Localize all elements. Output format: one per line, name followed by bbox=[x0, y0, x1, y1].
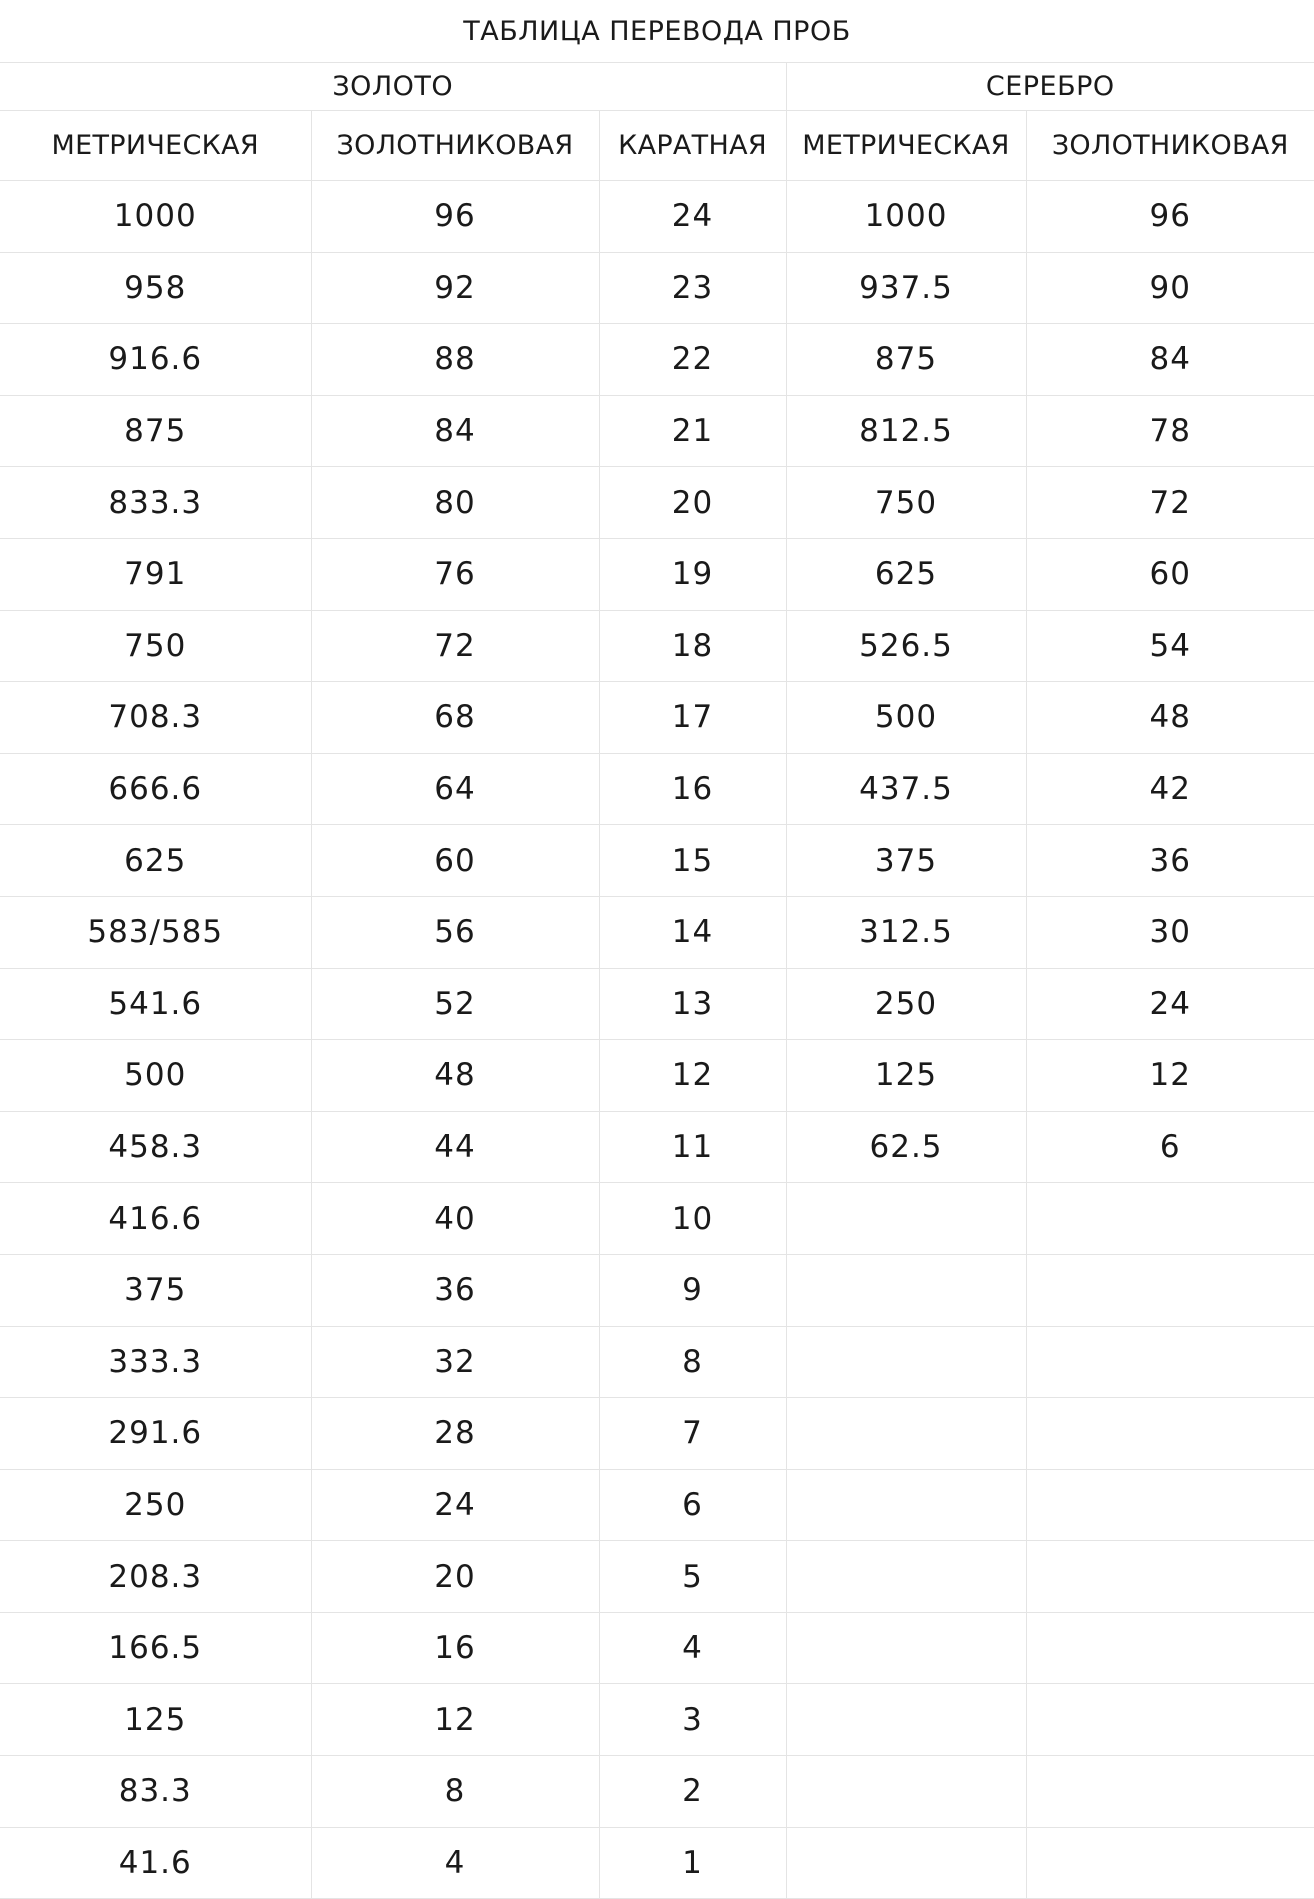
silver-metric-cell: 62.5 bbox=[786, 1111, 1026, 1183]
silver-zolotnik-cell: 84 bbox=[1026, 324, 1314, 396]
gold-metric-cell: 750 bbox=[0, 610, 311, 682]
gold-metric-cell: 166.5 bbox=[0, 1612, 311, 1684]
silver-metric-cell: 437.5 bbox=[786, 753, 1026, 825]
gold-zolotnik-cell: 96 bbox=[311, 181, 599, 253]
silver-metric-cell: 526.5 bbox=[786, 610, 1026, 682]
gold-zolotnik-cell: 20 bbox=[311, 1541, 599, 1613]
gold-carat-cell: 9 bbox=[599, 1254, 786, 1326]
gold-metric-cell: 791 bbox=[0, 538, 311, 610]
gold-zolotnik-cell: 72 bbox=[311, 610, 599, 682]
silver-zolotnik-cell: 60 bbox=[1026, 538, 1314, 610]
silver-group-header: СЕРЕБРО bbox=[786, 62, 1314, 111]
silver-zolotnik-cell bbox=[1026, 1183, 1314, 1255]
silver-zolotnik-cell bbox=[1026, 1827, 1314, 1899]
gold-metric-cell: 541.6 bbox=[0, 968, 311, 1040]
table-row bbox=[0, 1756, 1314, 1828]
gold-zolotnik-cell: 88 bbox=[311, 324, 599, 396]
gold-zolotnik-cell: 24 bbox=[311, 1469, 599, 1541]
table-body bbox=[0, 181, 1314, 1899]
gold-metric-cell: 375 bbox=[0, 1254, 311, 1326]
gold-carat-cell: 12 bbox=[599, 1040, 786, 1112]
gold-metric-cell: 958 bbox=[0, 252, 311, 324]
gold-carat-cell: 1 bbox=[599, 1827, 786, 1899]
table-row bbox=[0, 1111, 1314, 1183]
gold-metric-cell: 83.3 bbox=[0, 1756, 311, 1828]
silver-zolotnik-cell: 24 bbox=[1026, 968, 1314, 1040]
table-row bbox=[0, 825, 1314, 897]
gold-zolotnik-cell: 36 bbox=[311, 1254, 599, 1326]
silver-zolotnik-cell: 96 bbox=[1026, 181, 1314, 253]
table-row bbox=[0, 610, 1314, 682]
silver-metric-cell: 750 bbox=[786, 467, 1026, 539]
table-row bbox=[0, 1612, 1314, 1684]
gold-zolotnik-cell: 12 bbox=[311, 1684, 599, 1756]
silver-metric-cell: 250 bbox=[786, 968, 1026, 1040]
gold-carat-cell: 6 bbox=[599, 1469, 786, 1541]
gold-carat-cell: 24 bbox=[599, 181, 786, 253]
gold-carat-cell: 13 bbox=[599, 968, 786, 1040]
silver-zolotnik-cell bbox=[1026, 1254, 1314, 1326]
table-row bbox=[0, 896, 1314, 968]
column-header-silver-metric: МЕТРИЧЕСКАЯ bbox=[786, 111, 1026, 181]
silver-zolotnik-cell: 30 bbox=[1026, 896, 1314, 968]
table-row bbox=[0, 968, 1314, 1040]
gold-zolotnik-cell: 40 bbox=[311, 1183, 599, 1255]
gold-carat-cell: 3 bbox=[599, 1684, 786, 1756]
gold-zolotnik-cell: 44 bbox=[311, 1111, 599, 1183]
table-row bbox=[0, 1183, 1314, 1255]
silver-metric-cell bbox=[786, 1183, 1026, 1255]
gold-zolotnik-cell: 48 bbox=[311, 1040, 599, 1112]
gold-metric-cell: 708.3 bbox=[0, 682, 311, 754]
silver-zolotnik-cell: 54 bbox=[1026, 610, 1314, 682]
silver-zolotnik-cell bbox=[1026, 1541, 1314, 1613]
gold-zolotnik-cell: 80 bbox=[311, 467, 599, 539]
table-row bbox=[0, 538, 1314, 610]
silver-metric-cell bbox=[786, 1398, 1026, 1470]
silver-zolotnik-cell: 72 bbox=[1026, 467, 1314, 539]
gold-carat-cell: 5 bbox=[599, 1541, 786, 1613]
table-row bbox=[0, 1398, 1314, 1470]
gold-zolotnik-cell: 68 bbox=[311, 682, 599, 754]
gold-metric-cell: 916.6 bbox=[0, 324, 311, 396]
silver-metric-cell: 875 bbox=[786, 324, 1026, 396]
table-row bbox=[0, 1541, 1314, 1613]
column-header-gold-carat: КАРАТНАЯ bbox=[599, 111, 786, 181]
silver-zolotnik-cell: 12 bbox=[1026, 1040, 1314, 1112]
gold-carat-cell: 21 bbox=[599, 395, 786, 467]
silver-zolotnik-cell: 78 bbox=[1026, 395, 1314, 467]
silver-metric-cell: 125 bbox=[786, 1040, 1026, 1112]
table-row bbox=[0, 181, 1314, 253]
silver-zolotnik-cell bbox=[1026, 1398, 1314, 1470]
silver-metric-cell bbox=[786, 1827, 1026, 1899]
silver-metric-cell bbox=[786, 1254, 1026, 1326]
gold-metric-cell: 416.6 bbox=[0, 1183, 311, 1255]
table-row bbox=[0, 1326, 1314, 1398]
gold-carat-cell: 7 bbox=[599, 1398, 786, 1470]
table-row bbox=[0, 467, 1314, 539]
gold-metric-cell: 1000 bbox=[0, 181, 311, 253]
gold-zolotnik-cell: 52 bbox=[311, 968, 599, 1040]
silver-zolotnik-cell: 36 bbox=[1026, 825, 1314, 897]
table-row bbox=[0, 1469, 1314, 1541]
gold-metric-cell: 875 bbox=[0, 395, 311, 467]
conversion-table bbox=[0, 62, 1314, 1899]
silver-metric-cell: 1000 bbox=[786, 181, 1026, 253]
table-row bbox=[0, 1684, 1314, 1756]
gold-metric-cell: 41.6 bbox=[0, 1827, 311, 1899]
column-header-gold-zolotnik: ЗОЛОТНИКОВАЯ bbox=[311, 111, 599, 181]
gold-zolotnik-cell: 16 bbox=[311, 1612, 599, 1684]
gold-metric-cell: 458.3 bbox=[0, 1111, 311, 1183]
gold-metric-cell: 208.3 bbox=[0, 1541, 311, 1613]
silver-zolotnik-cell bbox=[1026, 1469, 1314, 1541]
gold-carat-cell: 22 bbox=[599, 324, 786, 396]
silver-zolotnik-cell: 6 bbox=[1026, 1111, 1314, 1183]
silver-metric-cell bbox=[786, 1612, 1026, 1684]
gold-carat-cell: 14 bbox=[599, 896, 786, 968]
silver-metric-cell: 937.5 bbox=[786, 252, 1026, 324]
column-header-gold-metric: МЕТРИЧЕСКАЯ bbox=[0, 111, 311, 181]
silver-metric-cell bbox=[786, 1684, 1026, 1756]
gold-metric-cell: 833.3 bbox=[0, 467, 311, 539]
gold-metric-cell: 500 bbox=[0, 1040, 311, 1112]
gold-zolotnik-cell: 8 bbox=[311, 1756, 599, 1828]
gold-zolotnik-cell: 4 bbox=[311, 1827, 599, 1899]
gold-carat-cell: 4 bbox=[599, 1612, 786, 1684]
gold-carat-cell: 19 bbox=[599, 538, 786, 610]
table-row bbox=[0, 395, 1314, 467]
gold-metric-cell: 666.6 bbox=[0, 753, 311, 825]
silver-metric-cell: 625 bbox=[786, 538, 1026, 610]
gold-carat-cell: 15 bbox=[599, 825, 786, 897]
gold-carat-cell: 8 bbox=[599, 1326, 786, 1398]
silver-metric-cell: 812.5 bbox=[786, 395, 1026, 467]
gold-carat-cell: 2 bbox=[599, 1756, 786, 1828]
gold-zolotnik-cell: 60 bbox=[311, 825, 599, 897]
silver-metric-cell bbox=[786, 1541, 1026, 1613]
gold-carat-cell: 10 bbox=[599, 1183, 786, 1255]
page-title: ТАБЛИЦА ПЕРЕВОДА ПРОБ bbox=[0, 0, 1314, 63]
gold-carat-cell: 20 bbox=[599, 467, 786, 539]
silver-zolotnik-cell bbox=[1026, 1756, 1314, 1828]
table-row bbox=[0, 1040, 1314, 1112]
silver-zolotnik-cell bbox=[1026, 1612, 1314, 1684]
gold-metric-cell: 250 bbox=[0, 1469, 311, 1541]
gold-carat-cell: 23 bbox=[599, 252, 786, 324]
silver-metric-cell bbox=[786, 1326, 1026, 1398]
gold-zolotnik-cell: 64 bbox=[311, 753, 599, 825]
column-header-silver-zolotnik: ЗОЛОТНИКОВАЯ bbox=[1026, 111, 1314, 181]
silver-metric-cell bbox=[786, 1469, 1026, 1541]
table-row bbox=[0, 1827, 1314, 1899]
table-row bbox=[0, 252, 1314, 324]
gold-carat-cell: 11 bbox=[599, 1111, 786, 1183]
gold-metric-cell: 291.6 bbox=[0, 1398, 311, 1470]
gold-carat-cell: 18 bbox=[599, 610, 786, 682]
gold-zolotnik-cell: 32 bbox=[311, 1326, 599, 1398]
group-header-row bbox=[0, 62, 1314, 111]
gold-zolotnik-cell: 84 bbox=[311, 395, 599, 467]
gold-carat-cell: 16 bbox=[599, 753, 786, 825]
gold-metric-cell: 583/585 bbox=[0, 896, 311, 968]
gold-zolotnik-cell: 76 bbox=[311, 538, 599, 610]
table-row bbox=[0, 753, 1314, 825]
table-row bbox=[0, 1254, 1314, 1326]
column-header-row bbox=[0, 111, 1314, 181]
silver-metric-cell: 312.5 bbox=[786, 896, 1026, 968]
table-row bbox=[0, 324, 1314, 396]
gold-metric-cell: 625 bbox=[0, 825, 311, 897]
table-row bbox=[0, 682, 1314, 754]
gold-carat-cell: 17 bbox=[599, 682, 786, 754]
silver-zolotnik-cell: 90 bbox=[1026, 252, 1314, 324]
gold-group-header: ЗОЛОТО bbox=[0, 62, 786, 111]
gold-zolotnik-cell: 28 bbox=[311, 1398, 599, 1470]
gold-metric-cell: 125 bbox=[0, 1684, 311, 1756]
silver-zolotnik-cell: 42 bbox=[1026, 753, 1314, 825]
gold-metric-cell: 333.3 bbox=[0, 1326, 311, 1398]
silver-zolotnik-cell bbox=[1026, 1326, 1314, 1398]
silver-metric-cell bbox=[786, 1756, 1026, 1828]
silver-metric-cell: 375 bbox=[786, 825, 1026, 897]
silver-zolotnik-cell bbox=[1026, 1684, 1314, 1756]
silver-metric-cell: 500 bbox=[786, 682, 1026, 754]
silver-zolotnik-cell: 48 bbox=[1026, 682, 1314, 754]
gold-zolotnik-cell: 92 bbox=[311, 252, 599, 324]
gold-zolotnik-cell: 56 bbox=[311, 896, 599, 968]
